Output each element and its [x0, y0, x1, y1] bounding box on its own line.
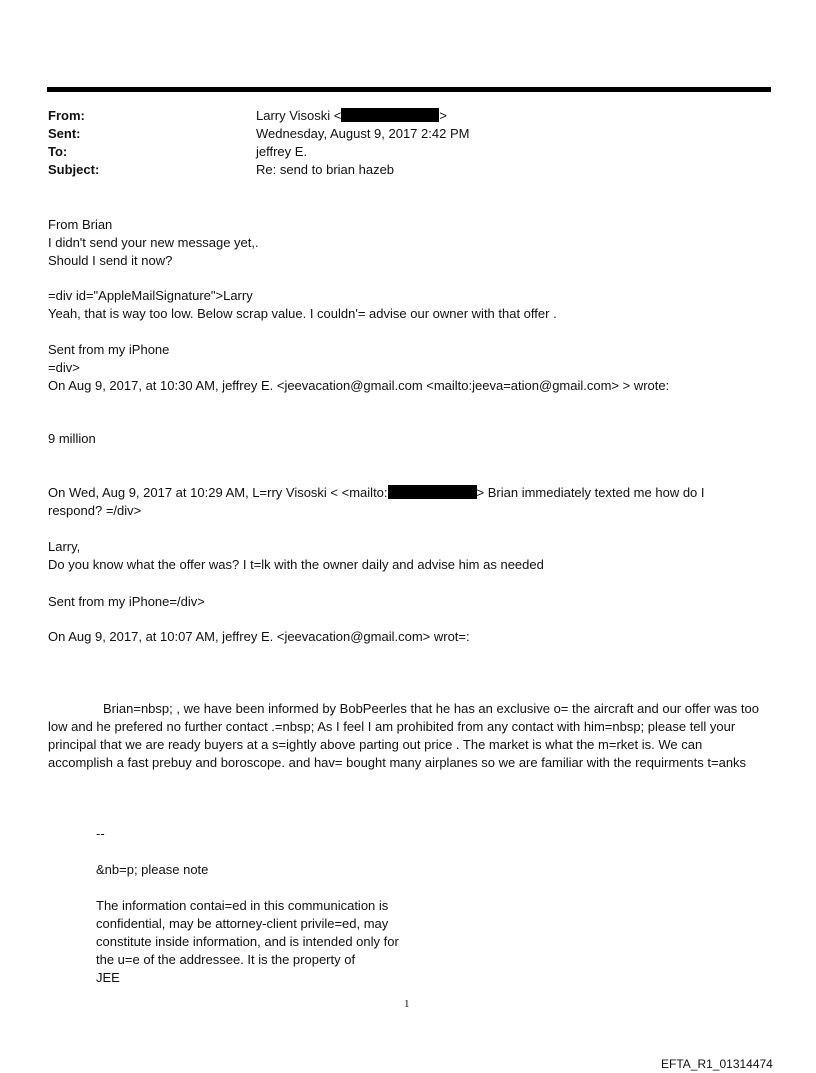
body-line: =div id="AppleMailSignature">Larry — [48, 288, 253, 303]
signature-line: -- — [96, 826, 105, 841]
body-line: Sent from my iPhone=/div> — [48, 594, 205, 609]
from-value — [256, 107, 447, 125]
subject-value: Re: send to brian hazeb — [256, 162, 395, 177]
body-paragraph — [48, 700, 760, 772]
body-line: Larry, — [48, 539, 81, 554]
body-line — [48, 484, 705, 502]
to-value: jeffrey E. — [256, 144, 308, 159]
to-label: To: — [48, 144, 68, 159]
body-line: =div> — [48, 360, 80, 375]
page-number: 1 — [404, 998, 410, 1010]
body-line: On Aug 9, 2017, at 10:07 AM, jeffrey E. <jeevacation@gmail.com> wrot=: — [48, 629, 470, 644]
body-paragraph-text: Brian=nbsp; , we have been informed by BobPeerles that he has an exclusive o= the aircraft and our offer was too low and he prefered no further contact .=nbsp; As I feel I am prohibited from any contact with him=nbsp; please tell your principal that we are ready buyers at a s=ightly above parting out price . The market is what the m=rket is. We can accomplish a fast prebuy and boroscope. and hav= bought many airplanes so we are familiar with the requirments t=anks — [48, 701, 759, 770]
header-rule — [47, 87, 771, 92]
from-row — [48, 107, 768, 125]
signature-line: constitute inside information, and is intended only for — [96, 934, 399, 949]
signature-line: &nb=p; please note — [96, 862, 209, 877]
to-row — [48, 143, 768, 161]
subject-label: Subject: — [48, 162, 100, 177]
body-line: Sent from my iPhone — [48, 342, 170, 357]
redaction-box — [388, 485, 477, 499]
body-line: respond? =/div> — [48, 503, 142, 518]
body-line: From Brian — [48, 217, 113, 232]
signature-line: JEE — [96, 970, 120, 985]
body-line: I didn't send your new message yet,. — [48, 235, 259, 250]
body-line: Yeah, that is way too low. Below scrap value. I couldn'= advise our owner with that offer . — [48, 306, 557, 321]
signature-line: the u=e of the addressee. It is the property of — [96, 952, 356, 967]
document-id: EFTA_R1_01314474 — [661, 1057, 773, 1071]
from-name: Larry Visoski < — [256, 108, 342, 123]
signature-line: confidential, may be attorney-client privile=ed, may — [96, 916, 389, 931]
subject-row — [48, 161, 768, 179]
from-label: From: — [48, 108, 85, 123]
sent-value: Wednesday, August 9, 2017 2:42 PM — [256, 126, 470, 141]
redaction-box — [341, 108, 439, 122]
sent-row — [48, 125, 768, 143]
body-line: Should I send it now? — [48, 253, 173, 268]
from-end: > — [439, 108, 447, 123]
body-line-part: > Brian immediately texted me how do I — [476, 485, 705, 500]
body-line: On Aug 9, 2017, at 10:30 AM, jeffrey E. <jeevacation@gmail.com <mailto:jeeva=ation@gmail.com> > wrote: — [48, 378, 670, 393]
body-line: Do you know what the offer was? I t=lk with the owner daily and advise him as needed — [48, 557, 544, 572]
signature-line: The information contai=ed in this communication is — [96, 898, 389, 913]
body-line: 9 million — [48, 431, 96, 446]
sent-label: Sent: — [48, 126, 81, 141]
body-line-part: On Wed, Aug 9, 2017 at 10:29 AM, L=rry Visoski < <mailto: — [48, 485, 388, 500]
